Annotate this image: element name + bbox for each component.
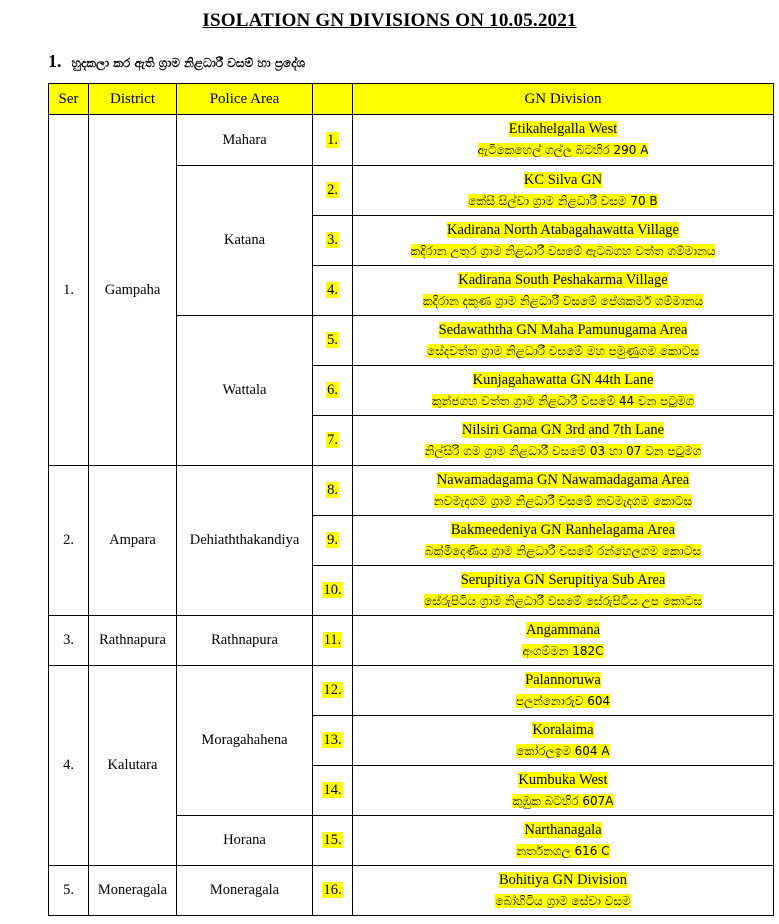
gn-name-si: සේරුපිටිය ග්‍රාම නිළධාරී වසමේ සේරුපිටිය උප කොටස (424, 593, 702, 608)
table-row (49, 616, 774, 666)
index-label: 5. (327, 332, 338, 348)
police-area-cell: Katana (177, 166, 313, 316)
header-ser: Ser (49, 84, 89, 115)
gn-name-si: කුඹුක බටහිර 607A (512, 793, 614, 808)
table-row (49, 466, 774, 516)
gn-division-cell (353, 816, 774, 866)
police-area-cell: Moragahahena (177, 666, 313, 816)
police-area-cell: Mahara (177, 115, 313, 166)
ser-cell: 5. (49, 866, 89, 916)
gn-name-si: කදිරාන දකුණ ග්‍රාම නිළධාරී වසමේ පේශකර්ම ගම්මානය (422, 293, 704, 308)
district-cell: Rathnapura (89, 616, 177, 666)
gn-name-si: පලන්නොරුව 604 (515, 693, 611, 708)
gn-name-en: Nawamadagama GN Nawamadagama Area (436, 471, 690, 488)
index-cell (313, 716, 353, 766)
gn-name-en: Palannoruwa (525, 671, 601, 688)
gn-name-en: Kadirana North Atabagahawatta Village (447, 221, 679, 238)
gn-division-cell (353, 466, 774, 516)
police-area-cell: Rathnapura (177, 616, 313, 666)
gn-name-en: Nilsiri Gama GN 3rd and 7th Lane (461, 421, 665, 438)
gn-division-cell (353, 566, 774, 616)
gn-name-si: ඇටිකෙහෙල් ගල්ල බටහිර 290 A (477, 143, 649, 157)
isolation-table (48, 83, 774, 916)
gn-name-si: බක්මීදෙණිය ග්‍රාම නිළධාරී වසමේ රන්හෙලගම කොටස (425, 543, 701, 558)
district-cell: Ampara (89, 466, 177, 616)
gn-name-en: Koralaima (532, 721, 594, 738)
index-cell (313, 115, 353, 166)
gn-division-cell (353, 216, 774, 266)
index-cell (313, 166, 353, 216)
index-cell (313, 416, 353, 466)
section-heading (48, 51, 305, 72)
gn-division-cell (353, 166, 774, 216)
index-cell (313, 516, 353, 566)
district-cell: Moneragala (89, 866, 177, 916)
table-row (49, 666, 774, 716)
gn-name-si: කේසී සිල්වා ග්‍රාම නිළධාරී වසම 70 B (468, 193, 658, 208)
gn-division-cell (353, 866, 774, 916)
index-cell (313, 866, 353, 916)
ser-cell: 2. (49, 466, 89, 616)
index-cell (313, 216, 353, 266)
gn-name-en: Narthanagala (524, 821, 602, 838)
gn-name-en: Bohitiya GN Division (498, 871, 628, 888)
police-area-cell: Dehiaththakandiya (177, 466, 313, 616)
index-label: 1. (327, 131, 338, 148)
header-gn-division: GN Division (353, 84, 774, 115)
index-cell (313, 366, 353, 416)
document-title: ISOLATION GN DIVISIONS ON 10.05.2021 (202, 10, 577, 31)
header-index (313, 84, 353, 115)
index-cell (313, 266, 353, 316)
index-label: 16. (323, 882, 342, 898)
index-label: 2. (327, 182, 338, 198)
district-cell: Kalutara (89, 666, 177, 866)
gn-name-en: Serupitiya GN Serupitiya Sub Area (460, 571, 666, 588)
gn-division-cell (353, 516, 774, 566)
index-cell (313, 466, 353, 516)
index-cell (313, 316, 353, 366)
gn-name-en: Kunjagahawatta GN 44th Lane (472, 371, 654, 388)
index-label: 14. (323, 782, 342, 798)
index-cell (313, 766, 353, 816)
index-label: 8. (327, 482, 338, 498)
gn-division-cell (353, 316, 774, 366)
gn-name-en: Etikahelgalla West (508, 121, 618, 137)
gn-name-en: KC Silva GN (523, 171, 603, 188)
district-cell: Gampaha (89, 115, 177, 466)
gn-name-si: නවමැදගම ග්‍රාම නිළධාරී වසමේ නවමැදගම කොටස (433, 493, 693, 508)
police-area-cell: Wattala (177, 316, 313, 466)
gn-division-cell (353, 616, 774, 666)
police-area-cell: Horana (177, 816, 313, 866)
gn-name-si: අංගම්මන 182C (522, 643, 604, 658)
gn-name-en: Bakmeedeniya GN Ranhelagama Area (450, 521, 676, 538)
index-label: 6. (327, 382, 338, 398)
police-area-cell: Moneragala (177, 866, 313, 916)
gn-name-si: නර්තනගල 616 C (516, 843, 610, 858)
index-label: 12. (323, 682, 342, 698)
gn-name-si: බෝහිටිය ග්‍රාම සේවා වසම (495, 893, 631, 908)
index-cell (313, 566, 353, 616)
index-label: 15. (323, 832, 342, 848)
gn-name-en: Sedawaththa GN Maha Pamunugama Area (438, 321, 688, 338)
index-label: 13. (323, 732, 342, 748)
gn-name-si: කුන්ජගහ වත්ත ග්‍රාම නිළධාරී වසමේ 44 වන පටුමග (431, 393, 695, 408)
gn-name-si: කදිරාන උතුර ග්‍රාම නිළධාරී වසමේ ඇටබගහ වත්ත ගම්මානය (410, 243, 716, 258)
index-cell (313, 816, 353, 866)
index-cell (313, 666, 353, 716)
table-header-row (49, 84, 774, 115)
table-row (49, 866, 774, 916)
ser-cell: 1. (49, 115, 89, 466)
ser-cell: 3. (49, 616, 89, 666)
gn-division-cell (353, 416, 774, 466)
gn-name-en: Kumbuka West (518, 771, 608, 788)
header-district: District (89, 84, 177, 115)
gn-name-si: කෝරලඉම 604 A (516, 743, 610, 758)
section-number: 1. (48, 51, 62, 71)
gn-division-cell (353, 716, 774, 766)
gn-name-si: සේදවත්ත ග්‍රාම නිළධාරී වසමේ මහ පමුණුගම කොටස (427, 343, 699, 358)
gn-division-cell (353, 666, 774, 716)
index-label: 11. (323, 632, 342, 648)
ser-cell: 4. (49, 666, 89, 866)
table-row (49, 115, 774, 166)
index-label: 3. (327, 232, 338, 248)
index-label: 4. (327, 282, 338, 298)
gn-name-en: Kadirana South Peshakarma Village (458, 271, 668, 288)
index-label: 7. (327, 432, 338, 448)
index-cell (313, 616, 353, 666)
section-heading-text: හුදකලා කර ඇති ග්‍රාම නිළධාරී වසම් හා ප්‍රදේශ (71, 56, 306, 70)
header-police-area: Police Area (177, 84, 313, 115)
index-label: 10. (323, 582, 342, 598)
gn-division-cell (353, 766, 774, 816)
gn-division-cell (353, 266, 774, 316)
gn-division-cell (353, 115, 774, 166)
index-label: 9. (327, 532, 338, 548)
gn-name-si: නිල්සිරි ගම ග්‍රාම නිළධාරී වසමේ 03 හා 07 වන පටුමග (424, 443, 702, 458)
gn-name-en: Angammana (525, 621, 601, 638)
gn-division-cell (353, 366, 774, 416)
